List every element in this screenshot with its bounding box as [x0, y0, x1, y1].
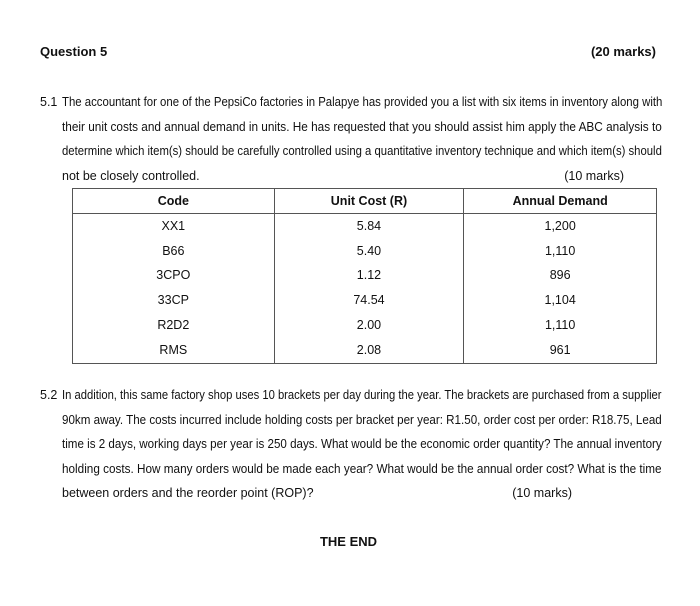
table-row: [73, 337, 657, 364]
cell-code: 3CPO: [73, 263, 275, 288]
cell-annual-demand: 896: [464, 263, 657, 288]
table-row: [73, 263, 657, 288]
question-5-2-line: In addition, this same factory shop uses 10 brackets per day during the year. The brackets are purchased from a supplier: [62, 388, 662, 402]
cell-code: R2D2: [73, 312, 275, 337]
cell-annual-demand: 1,110: [464, 312, 657, 337]
question-5-2-line: holding costs. How many orders would be made each year? What would be the annual order cost? What is the time: [62, 461, 662, 476]
question-title: Question 5: [40, 44, 108, 59]
cell-unit-cost: 74.54: [274, 288, 464, 313]
table-row: [73, 288, 657, 313]
question-5-2-number: 5.2: [40, 388, 58, 402]
question-5-1-line: determine which item(s) should be carefully controlled using a quantitative inventory technique and which item(s) should: [62, 144, 662, 158]
question-5-1-last-line: [62, 164, 662, 189]
question-5-2-line: 90km away. The costs incurred include holding costs per bracket per year: R1.50, order cost per order: R18.75, Lead: [62, 412, 662, 427]
table-row: [73, 312, 657, 337]
cell-annual-demand: 961: [464, 337, 657, 364]
column-header-annual-demand: Annual Demand: [464, 189, 657, 214]
cell-annual-demand: 1,104: [464, 288, 657, 313]
column-header-code: Code: [73, 189, 275, 214]
question-5-1-text: [40, 90, 662, 188]
question-5-2-last-line: [62, 481, 662, 506]
question-5-1-line: not be closely controlled.: [62, 168, 200, 183]
question-marks: (20 marks): [590, 44, 656, 59]
cell-unit-cost: 5.40: [274, 239, 464, 264]
cell-code: RMS: [73, 337, 275, 364]
question-5-1: [40, 90, 662, 188]
cell-unit-cost: 5.84: [274, 214, 464, 239]
question-5-1-line: their unit costs and annual demand in units. He has requested that you should assist him apply the ABC analysis to: [62, 119, 662, 134]
cell-unit-cost: 1.12: [274, 263, 464, 288]
question-5-2-line: between orders and the reorder point (ROP)?: [62, 486, 314, 500]
cell-annual-demand: 1,200: [464, 214, 657, 239]
cell-unit-cost: 2.00: [274, 312, 464, 337]
question-5-2-marks: (10 marks): [512, 486, 572, 500]
question-5-2-line: time is 2 days, working days per year is 250 days. What would be the economic order quantity? The annual inventory: [62, 437, 662, 451]
the-end-label: THE END: [319, 534, 378, 549]
question-5-1-number: 5.1: [40, 95, 58, 109]
cell-unit-cost: 2.08: [274, 337, 464, 364]
cell-code: B66: [73, 239, 275, 264]
question-header: [40, 44, 656, 59]
table-row: [73, 239, 657, 264]
question-5-2-text: [40, 383, 662, 506]
cell-code: 33CP: [73, 288, 275, 313]
cell-annual-demand: 1,110: [464, 239, 657, 264]
table-row: [73, 214, 657, 239]
question-5-2: [40, 383, 662, 506]
question-5-1-line: The accountant for one of the PepsiCo factories in Palapye has provided you a list with six items in inventory along with: [62, 95, 663, 109]
table-header-row: [73, 189, 657, 214]
column-header-unit-cost: Unit Cost (R): [274, 189, 464, 214]
cell-code: XX1: [73, 214, 275, 239]
question-5-1-marks: (10 marks): [564, 168, 624, 183]
inventory-table: [72, 188, 657, 364]
